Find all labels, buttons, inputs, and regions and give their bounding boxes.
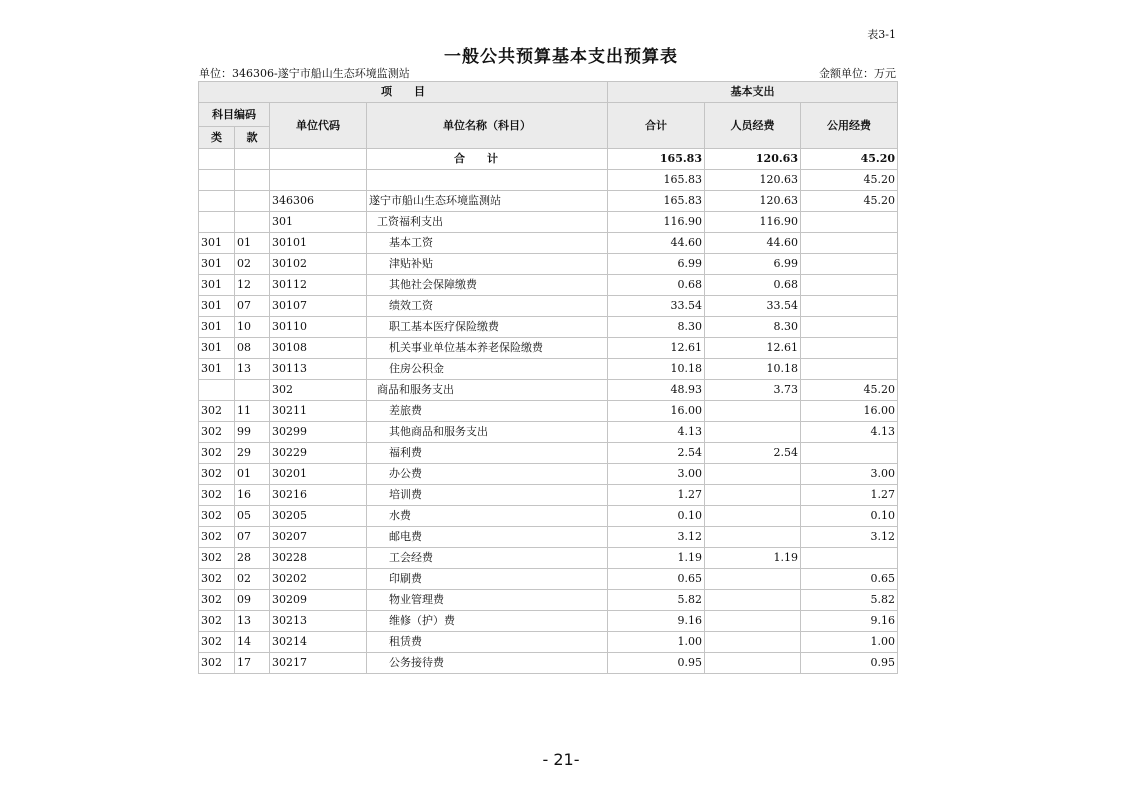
cell-total: 116.90 xyxy=(608,212,705,233)
cell-unit-code: 30299 xyxy=(270,422,367,443)
cell-unit-code: 30101 xyxy=(270,233,367,254)
page-title: 一般公共预算基本支出预算表 xyxy=(444,47,678,67)
cell-unit-name: 邮电费 xyxy=(367,527,608,548)
cell-unit-code: 302 xyxy=(270,380,367,401)
cell-lei: 302 xyxy=(199,653,235,674)
cell-total: 1.27 xyxy=(608,485,705,506)
cell-unit-name: 机关事业单位基本养老保险缴费 xyxy=(367,338,608,359)
cell-unit-name: 遂宁市船山生态环境监测站 xyxy=(367,191,608,212)
cell-personnel xyxy=(705,632,801,653)
cell-lei: 302 xyxy=(199,464,235,485)
cell-kuan: 02 xyxy=(235,569,270,590)
cell-kuan xyxy=(235,380,270,401)
cell-lei xyxy=(199,149,235,170)
cell-unit-name: 工会经费 xyxy=(367,548,608,569)
budget-table xyxy=(198,81,898,674)
table-row xyxy=(199,548,898,569)
header-public: 公用经费 xyxy=(801,103,898,149)
cell-total: 4.13 xyxy=(608,422,705,443)
cell-personnel: 10.18 xyxy=(705,359,801,380)
cell-unit-name: 物业管理费 xyxy=(367,590,608,611)
cell-unit-code: 30211 xyxy=(270,401,367,422)
cell-unit-code: 30112 xyxy=(270,275,367,296)
cell-public: 0.10 xyxy=(801,506,898,527)
header-unit-name: 单位名称（科目） xyxy=(367,103,608,149)
header-basic-expenditure: 基本支出 xyxy=(608,82,898,103)
cell-kuan: 99 xyxy=(235,422,270,443)
cell-lei: 301 xyxy=(199,359,235,380)
cell-public xyxy=(801,275,898,296)
cell-personnel: 116.90 xyxy=(705,212,801,233)
cell-unit-name: 公务接待费 xyxy=(367,653,608,674)
cell-total: 1.19 xyxy=(608,548,705,569)
table-row xyxy=(199,590,898,611)
table-row xyxy=(199,359,898,380)
cell-kuan: 01 xyxy=(235,233,270,254)
table-row xyxy=(199,401,898,422)
table-row xyxy=(199,527,898,548)
cell-unit-name xyxy=(367,170,608,191)
cell-public: 4.13 xyxy=(801,422,898,443)
cell-personnel: 120.63 xyxy=(705,149,801,170)
cell-personnel xyxy=(705,422,801,443)
cell-personnel: 6.99 xyxy=(705,254,801,275)
cell-public: 0.95 xyxy=(801,653,898,674)
cell-public xyxy=(801,254,898,275)
cell-personnel: 8.30 xyxy=(705,317,801,338)
cell-unit-code: 30216 xyxy=(270,485,367,506)
cell-unit-code: 301 xyxy=(270,212,367,233)
cell-public xyxy=(801,212,898,233)
cell-unit-name: 合计 xyxy=(367,149,608,170)
cell-total: 1.00 xyxy=(608,632,705,653)
cell-unit-name: 绩效工资 xyxy=(367,296,608,317)
header-unit-code: 单位代码 xyxy=(270,103,367,149)
cell-kuan: 10 xyxy=(235,317,270,338)
cell-unit-name: 租赁费 xyxy=(367,632,608,653)
cell-lei xyxy=(199,212,235,233)
cell-lei xyxy=(199,380,235,401)
cell-lei: 301 xyxy=(199,338,235,359)
amount-unit-label: 金额单位：万元 xyxy=(819,67,896,80)
cell-public xyxy=(801,233,898,254)
cell-lei: 302 xyxy=(199,506,235,527)
cell-lei: 302 xyxy=(199,548,235,569)
table-row xyxy=(199,611,898,632)
cell-kuan: 09 xyxy=(235,590,270,611)
table-row xyxy=(199,569,898,590)
cell-unit-name: 津贴补贴 xyxy=(367,254,608,275)
cell-lei: 301 xyxy=(199,275,235,296)
cell-personnel: 120.63 xyxy=(705,170,801,191)
cell-public: 1.27 xyxy=(801,485,898,506)
cell-lei: 302 xyxy=(199,632,235,653)
cell-total: 6.99 xyxy=(608,254,705,275)
cell-kuan xyxy=(235,170,270,191)
cell-total: 0.10 xyxy=(608,506,705,527)
cell-total: 165.83 xyxy=(608,191,705,212)
cell-total: 0.65 xyxy=(608,569,705,590)
table-row xyxy=(199,254,898,275)
cell-unit-code: 30102 xyxy=(270,254,367,275)
cell-public xyxy=(801,443,898,464)
table-row xyxy=(199,275,898,296)
cell-total: 16.00 xyxy=(608,401,705,422)
cell-unit-name: 职工基本医疗保险缴费 xyxy=(367,317,608,338)
table-row xyxy=(199,296,898,317)
cell-public xyxy=(801,548,898,569)
table-row xyxy=(199,233,898,254)
cell-unit-name: 其他商品和服务支出 xyxy=(367,422,608,443)
header-kuan: 款 xyxy=(235,127,270,149)
cell-unit-code: 30213 xyxy=(270,611,367,632)
cell-public xyxy=(801,296,898,317)
table-row xyxy=(199,380,898,401)
cell-public: 45.20 xyxy=(801,380,898,401)
cell-personnel: 120.63 xyxy=(705,191,801,212)
cell-kuan: 13 xyxy=(235,359,270,380)
cell-kuan: 02 xyxy=(235,254,270,275)
cell-unit-code: 30228 xyxy=(270,548,367,569)
cell-personnel: 0.68 xyxy=(705,275,801,296)
cell-personnel: 2.54 xyxy=(705,443,801,464)
cell-unit-code: 30202 xyxy=(270,569,367,590)
cell-unit-name: 办公费 xyxy=(367,464,608,485)
cell-kuan: 28 xyxy=(235,548,270,569)
cell-total: 12.61 xyxy=(608,338,705,359)
cell-unit-code: 30201 xyxy=(270,464,367,485)
cell-personnel: 33.54 xyxy=(705,296,801,317)
cell-unit-code: 30209 xyxy=(270,590,367,611)
cell-personnel: 12.61 xyxy=(705,338,801,359)
cell-kuan: 12 xyxy=(235,275,270,296)
cell-total: 3.00 xyxy=(608,464,705,485)
table-row xyxy=(199,170,898,191)
table-row xyxy=(199,212,898,233)
cell-personnel xyxy=(705,569,801,590)
cell-public: 16.00 xyxy=(801,401,898,422)
cell-lei xyxy=(199,170,235,191)
cell-lei: 302 xyxy=(199,611,235,632)
header-lei: 类 xyxy=(199,127,235,149)
cell-kuan: 07 xyxy=(235,296,270,317)
cell-total: 165.83 xyxy=(608,149,705,170)
cell-public xyxy=(801,359,898,380)
cell-kuan xyxy=(235,191,270,212)
header-subject-code: 科目编码 xyxy=(199,103,270,127)
cell-unit-name: 住房公积金 xyxy=(367,359,608,380)
cell-lei: 302 xyxy=(199,527,235,548)
cell-lei: 301 xyxy=(199,317,235,338)
cell-unit-name: 维修（护）费 xyxy=(367,611,608,632)
table-body xyxy=(199,149,898,674)
cell-kuan: 14 xyxy=(235,632,270,653)
cell-kuan: 17 xyxy=(235,653,270,674)
cell-unit-code: 346306 xyxy=(270,191,367,212)
cell-lei: 302 xyxy=(199,590,235,611)
cell-total: 5.82 xyxy=(608,590,705,611)
cell-public xyxy=(801,317,898,338)
cell-unit-name: 印刷费 xyxy=(367,569,608,590)
cell-unit-name: 基本工资 xyxy=(367,233,608,254)
cell-lei xyxy=(199,191,235,212)
cell-personnel: 44.60 xyxy=(705,233,801,254)
header-total: 合计 xyxy=(608,103,705,149)
cell-personnel xyxy=(705,464,801,485)
cell-total: 0.68 xyxy=(608,275,705,296)
cell-public: 3.12 xyxy=(801,527,898,548)
cell-lei: 301 xyxy=(199,254,235,275)
cell-lei: 301 xyxy=(199,296,235,317)
cell-kuan: 08 xyxy=(235,338,270,359)
cell-kuan: 11 xyxy=(235,401,270,422)
cell-kuan xyxy=(235,212,270,233)
table-row xyxy=(199,338,898,359)
cell-unit-code: 30207 xyxy=(270,527,367,548)
cell-public: 3.00 xyxy=(801,464,898,485)
cell-total: 0.95 xyxy=(608,653,705,674)
cell-lei: 302 xyxy=(199,569,235,590)
cell-public: 45.20 xyxy=(801,170,898,191)
cell-personnel xyxy=(705,590,801,611)
table-row xyxy=(199,653,898,674)
cell-lei: 302 xyxy=(199,401,235,422)
table-row xyxy=(199,317,898,338)
cell-kuan: 05 xyxy=(235,506,270,527)
table-row xyxy=(199,422,898,443)
cell-total: 165.83 xyxy=(608,170,705,191)
cell-unit-code: 30205 xyxy=(270,506,367,527)
cell-lei: 302 xyxy=(199,485,235,506)
cell-personnel xyxy=(705,527,801,548)
cell-public: 9.16 xyxy=(801,611,898,632)
cell-kuan: 01 xyxy=(235,464,270,485)
cell-unit-name: 商品和服务支出 xyxy=(367,380,608,401)
cell-public: 45.20 xyxy=(801,149,898,170)
cell-unit-code xyxy=(270,149,367,170)
cell-total: 3.12 xyxy=(608,527,705,548)
table-number: 表3-1 xyxy=(867,28,896,41)
cell-unit-code xyxy=(270,170,367,191)
cell-lei: 302 xyxy=(199,443,235,464)
cell-unit-code: 30107 xyxy=(270,296,367,317)
cell-total: 9.16 xyxy=(608,611,705,632)
table-row xyxy=(199,191,898,212)
cell-personnel: 3.73 xyxy=(705,380,801,401)
cell-kuan: 16 xyxy=(235,485,270,506)
cell-unit-name: 其他社会保障缴费 xyxy=(367,275,608,296)
cell-unit-code: 30110 xyxy=(270,317,367,338)
table-row xyxy=(199,506,898,527)
cell-total: 33.54 xyxy=(608,296,705,317)
total-row xyxy=(199,149,898,170)
cell-total: 10.18 xyxy=(608,359,705,380)
cell-public xyxy=(801,338,898,359)
cell-lei: 301 xyxy=(199,233,235,254)
table-row xyxy=(199,443,898,464)
cell-total: 48.93 xyxy=(608,380,705,401)
cell-unit-code: 30214 xyxy=(270,632,367,653)
cell-personnel xyxy=(705,485,801,506)
table-row xyxy=(199,464,898,485)
cell-unit-code: 30113 xyxy=(270,359,367,380)
cell-unit-code: 30229 xyxy=(270,443,367,464)
cell-unit-name: 差旅费 xyxy=(367,401,608,422)
unit-label: 单位：346306-遂宁市船山生态环境监测站 xyxy=(199,67,410,80)
cell-public: 1.00 xyxy=(801,632,898,653)
cell-total: 2.54 xyxy=(608,443,705,464)
cell-personnel xyxy=(705,611,801,632)
table-row xyxy=(199,485,898,506)
cell-kuan xyxy=(235,149,270,170)
cell-total: 8.30 xyxy=(608,317,705,338)
cell-unit-code: 30108 xyxy=(270,338,367,359)
header-project: 项 目 xyxy=(199,82,608,103)
cell-unit-code: 30217 xyxy=(270,653,367,674)
cell-unit-name: 培训费 xyxy=(367,485,608,506)
cell-personnel xyxy=(705,653,801,674)
cell-personnel: 1.19 xyxy=(705,548,801,569)
cell-personnel xyxy=(705,506,801,527)
cell-total: 44.60 xyxy=(608,233,705,254)
cell-kuan: 29 xyxy=(235,443,270,464)
cell-public: 45.20 xyxy=(801,191,898,212)
cell-kuan: 13 xyxy=(235,611,270,632)
cell-kuan: 07 xyxy=(235,527,270,548)
cell-public: 0.65 xyxy=(801,569,898,590)
cell-personnel xyxy=(705,401,801,422)
cell-unit-name: 工资福利支出 xyxy=(367,212,608,233)
cell-public: 5.82 xyxy=(801,590,898,611)
header-personnel: 人员经费 xyxy=(705,103,801,149)
table-row xyxy=(199,632,898,653)
cell-lei: 302 xyxy=(199,422,235,443)
page-number: - 21- xyxy=(542,750,580,769)
cell-unit-name: 水费 xyxy=(367,506,608,527)
cell-unit-name: 福利费 xyxy=(367,443,608,464)
